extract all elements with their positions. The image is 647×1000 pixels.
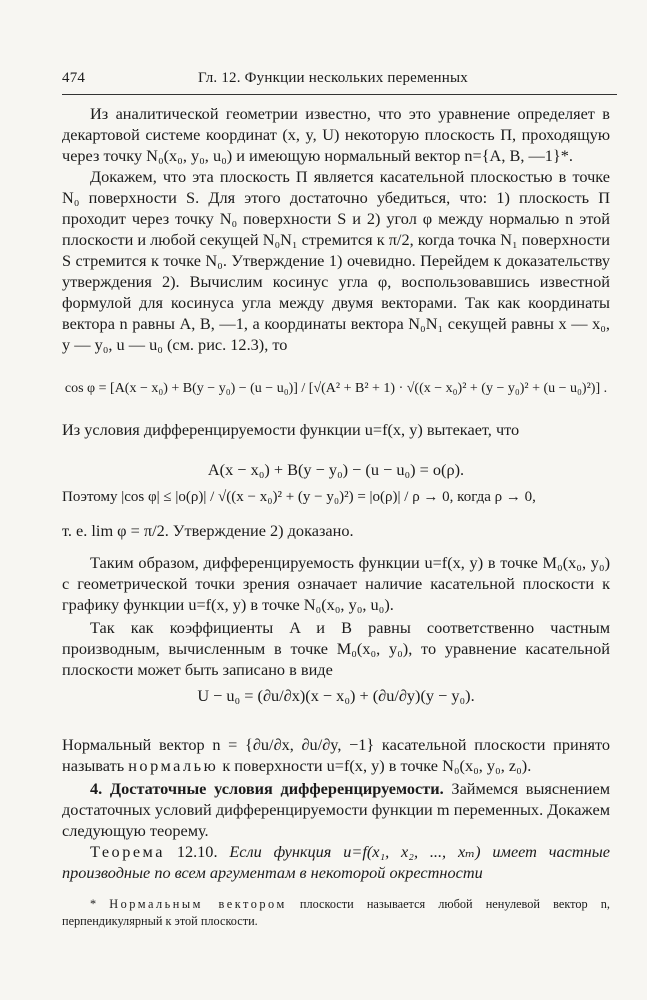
formula-estimate: Поэтому |cos φ| ≤ |o(ρ)| / √((x − x₀)² + (y − y₀)²) = |o(ρ)| / ρ → 0, когда ρ → 0, <box>62 489 536 505</box>
theorem-number: 12.10. <box>176 842 218 861</box>
normal-tail: к поверхности u=f(x, y) в точке N₀(x₀, y₀, z₀). <box>222 756 532 775</box>
footnote-term: Нормальным вектором <box>109 897 287 911</box>
body-part-4 <box>62 734 610 883</box>
section-4-text: Займемся выяснением достаточных условий дифференцируемости функции m переменных. Докажем следующую теорему. <box>62 779 611 840</box>
formula-lim-container <box>62 520 610 541</box>
footnote-text: плоскости называется любой ненулевой вектор n, перпендикулярный к этой плоскости. <box>62 897 610 928</box>
formula-tangent-plane: U − u₀ = (∂u/∂x)(x − x₀) + (∂u/∂y)(y − y₀). <box>197 686 475 705</box>
formula-est-container <box>62 487 610 508</box>
theorem-statement: Если функция u=f(x₁, x₂, ..., xₘ) имеет частные производные по всем аргументам в некоторой окрестности <box>62 842 610 882</box>
paragraph-proof: Докажем, что эта плоскость П является касательной плоскостью в точке N₀ поверхности S. Для этого достаточно убедиться, что: 1) плоскость П проходит через точку N₀ поверхности S и 2) угол φ между нормалью n этой плоскости и любой секущей N₀N₁ стремится к π/2, когда точка N₁ поверхности S стремится к точке N₀. Утверждение 1) очевидно. Перейдем к доказательству утверждения 2). Вычислим косинус угла φ, воспользовавшись известной формулой для косинуса угла между двумя векторами. Так как координаты вектора n равны A, B, —1, а координаты вектора N₀N₁ секущей равны x — x₀, y — y₀, u — u₀ (см. рис. 12.3), то <box>62 167 610 354</box>
body-part-2 <box>62 419 610 440</box>
header-rule <box>62 94 617 95</box>
formula-limit: т. е. lim φ = π/2. Утверждение 2) доказано. <box>62 521 354 540</box>
section-4 <box>62 778 610 841</box>
paragraph-coefficients: Так как коэффициенты A и B равны соответственно частным производным, вычисленным в точке M₀(x₀, y₀), то уравнение касательной плоскости может быть записано в виде <box>62 618 610 679</box>
paragraph-normal <box>62 734 610 776</box>
formula-diff: A(x − x₀) + B(y − y₀) − (u − u₀) = o(ρ). <box>207 460 465 479</box>
chapter-title: Гл. 12. Функции нескольких переменных <box>198 70 468 86</box>
body-part-3 <box>62 552 610 680</box>
paragraph-geometry: Таким образом, дифференцируемость функции u=f(x, y) в точке M₀(x₀, y₀) с геометрической точки зрения означает наличие касательной плоскости к графику функции u=f(x, y) в точке N₀(x₀, y₀, u₀). <box>62 553 610 614</box>
formula-cos: cos φ = [A(x − x₀) + B(y − y₀) − (u − u₀)] / [√(A² + B² + 1) · √((x − x₀)² + (y − y₀)² + (u − u₀)²)] . <box>64 381 608 396</box>
page-number: 474 <box>62 70 86 86</box>
paragraph-plane: Из аналитической геометрии известно, что это уравнение определяет в декартовой системе координат (x, y, U) некоторую плоскость П, проходящую через точку N₀(x₀, y₀, u₀) и имеющую нормальный вектор n={A, B, —1}*. <box>62 104 610 165</box>
formula-diff-container <box>62 459 610 480</box>
formula-cos-container <box>62 378 610 399</box>
theorem-label: Теорема <box>90 842 165 861</box>
formula-plane-container <box>62 685 610 706</box>
theorem-12-10 <box>62 841 610 883</box>
footnote <box>62 896 610 930</box>
normal-term: нормалью <box>128 756 219 775</box>
body-part-1 <box>62 103 610 355</box>
footnote-line: * Нормальным вектором плоскости называется любой ненулевой вектор n, перпендикулярный к этой плоскости. <box>62 897 610 928</box>
section-4-heading: 4. Достаточные условия дифференцируемости. <box>90 779 444 798</box>
paragraph-diff-condition: Из условия дифференцируемости функции u=f(x, y) вытекает, что <box>62 420 520 439</box>
normal-vector-text: Нормальный вектор n = {∂u/∂x, ∂u/∂y, −1} касательной плоскости принято называть <box>62 735 610 775</box>
